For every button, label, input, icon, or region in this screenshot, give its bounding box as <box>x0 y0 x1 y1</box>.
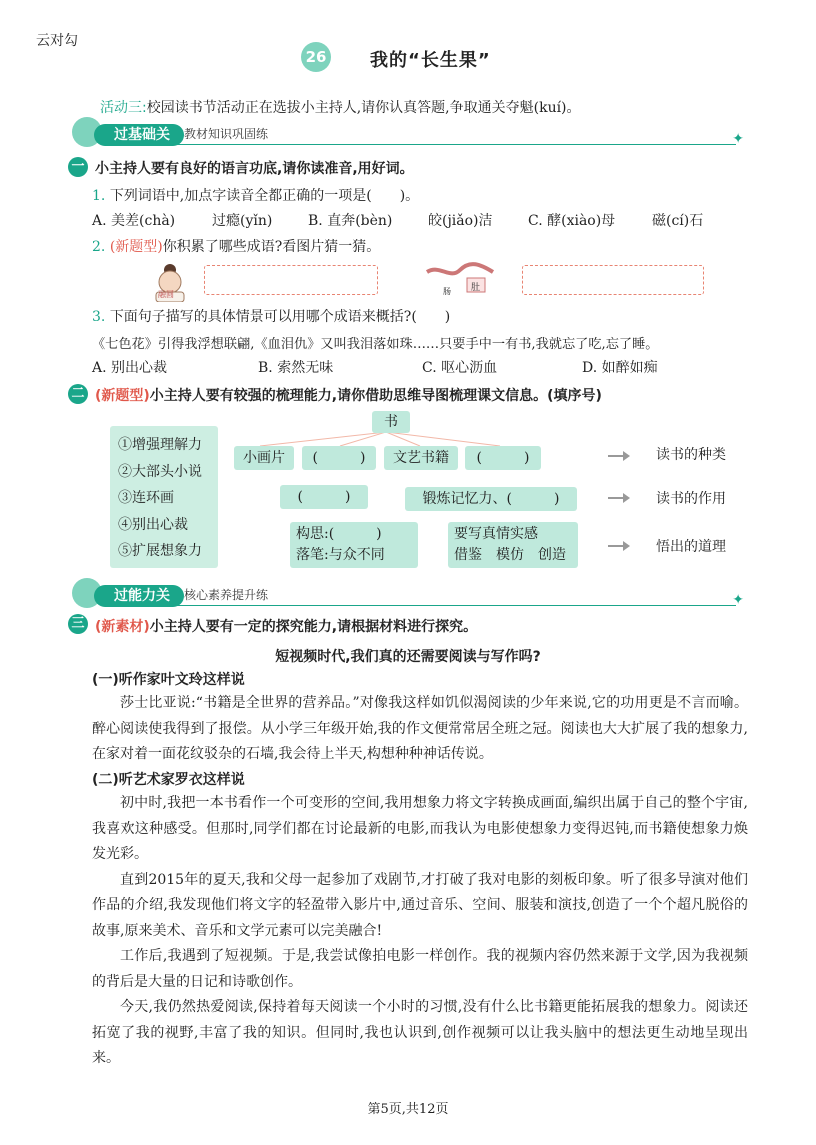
q1-item3-quote: 《七色花》引得我浮想联翩,《血泪仇》又叫我泪落如珠……只要手中一有书,我就忘了吃,忘了睡。 <box>92 337 659 352</box>
section-bar-ability: 过能力关 核心素养提升练 ✦ <box>72 584 744 608</box>
paragraph: 初中时,我把一本书看作一个可变形的空间,我用想象力将文字转换成画面,编织出属于自己的整个宇宙,我喜欢这种感受。但那时,同学们都在讨论最新的电影,而我认为电影使想象力变得迟钝,而书籍使想象力焕发光彩。 <box>92 795 748 862</box>
mindmap-effect-2[interactable]: 锻炼记忆力、( ) <box>405 487 577 511</box>
mindmap-lesson-2: 要写真情实感 借鉴 模仿 创造 <box>448 522 578 568</box>
paragraph: 直到2015年的夏天,我和父母一起参加了戏剧节,才打破了我对电影的刻板印象。听了很多导演对他们作品的介绍,我发现他们将文字的轻盈带入影片中,通过音乐、空间、服装和演技,创造了一个个超凡脱俗的故事,原来美术、音乐和文学元素可以完美融合! <box>92 871 748 939</box>
question-number-2: 二 <box>68 384 88 404</box>
q1-item3: 3. 下面句子描写的具体情景可以用哪个成语来概括?( ) <box>92 309 451 325</box>
page-footer: 第5页,共12页 <box>367 1102 449 1117</box>
idiom-picture-1: 融圆 <box>150 262 190 302</box>
lesson-number-badge: 26 <box>301 42 331 72</box>
idiom-picture-2: 肠 肚 <box>425 262 495 298</box>
arrow-right-icon <box>608 455 624 457</box>
mindmap-effect-blank[interactable]: ( ) <box>280 485 368 509</box>
answer-box-idiom-2[interactable] <box>522 265 704 295</box>
mindmap-root: 书 <box>372 411 410 433</box>
mindmap-type-blank-2[interactable]: ( ) <box>465 446 541 470</box>
question-3-title: (新素材)小主持人要有一定的探究能力,请根据材料进行探究。 <box>95 619 478 635</box>
article-part-1-heading: (一)听作家叶文玲这样说 <box>92 672 245 688</box>
mindmap-type-3: 文艺书籍 <box>384 446 458 470</box>
star-icon: ✦ <box>732 131 744 147</box>
mindmap-type-blank-1[interactable]: ( ) <box>302 446 376 470</box>
article-part-2-heading: (二)听艺术家罗衣这样说 <box>92 772 245 788</box>
mindmap-type-1: 小画片 <box>234 446 294 470</box>
section-bar-basic: 过基础关 教材知识巩固练 ✦ <box>72 123 744 147</box>
paragraph: 今天,我仍然热爱阅读,保持着每天阅读一个小时的习惯,没有什么比书籍更能拓展我的想象力。阅读还拓宽了我的视野,丰富了我的知识。但同时,我也认识到,创作视频可以让我头脑中的想法更生动地呈现出来。 <box>92 999 748 1066</box>
rope-knot-icon <box>425 262 495 298</box>
article-part-2-body <box>92 791 748 1072</box>
paragraph: 工作后,我遇到了短视频。于是,我尝试像拍电影一样创作。我的视频内容仍然来源于文学,因为我视频的背后是大量的日记和诗歌创作。 <box>92 948 748 990</box>
q1-item2: 2. (新题型)你积累了哪些成语?看图片猜一猜。 <box>92 239 381 255</box>
mindmap-label-effects: 读书的作用 <box>656 491 726 507</box>
answer-box-idiom-1[interactable] <box>204 265 378 295</box>
star-icon: ✦ <box>732 592 744 608</box>
article-title: 短视频时代,我们真的还需要阅读与写作吗? <box>275 649 541 665</box>
article-part-1-paragraph: 莎士比亚说:“书籍是全世界的营养品。”对像我这样如饥似渴阅读的少年来说,它的功用更是不言而喻。醉心阅读使我得到了报偿。从小学三年级开始,我的作文便常常居全班之冠。阅读也大大扩展了我的想象力,在家对着一面花纹驳杂的石墙,我会待上半天,构想种种神话传说。 <box>92 695 748 762</box>
brand-corner: 云对勾 <box>36 33 78 49</box>
question-2-title: (新题型)小主持人要有较强的梳理能力,请你借助思维导图梳理课文信息。(填序号) <box>95 388 602 404</box>
activity-line: 活动三:校园读书节活动正在选拔小主持人,请你认真答题,争取通关夺魁(kuí)。 <box>100 100 581 116</box>
question-number-3: 三 <box>68 614 88 634</box>
page-title: 我的“长生果” <box>370 50 491 71</box>
q1-item1: 1. 下列词语中,加点字读音全都正确的一项是( )。 <box>92 188 420 204</box>
mindmap-label-types: 读书的种类 <box>656 447 726 463</box>
mindmap-lesson-1[interactable]: 构思:( ) 落笔:与众不同 <box>290 522 418 568</box>
options-panel: ①增强理解力 ②大部头小说 ③连环画 ④别出心裁 ⑤扩展想象力 <box>110 426 218 568</box>
question-1-title: 小主持人要有良好的语言功底,请你读准音,用好词。 <box>95 161 414 177</box>
arrow-right-icon <box>608 545 624 547</box>
mindmap-label-lessons: 悟出的道理 <box>656 539 726 555</box>
question-number-1: 一 <box>68 157 88 177</box>
arrow-right-icon <box>608 497 624 499</box>
